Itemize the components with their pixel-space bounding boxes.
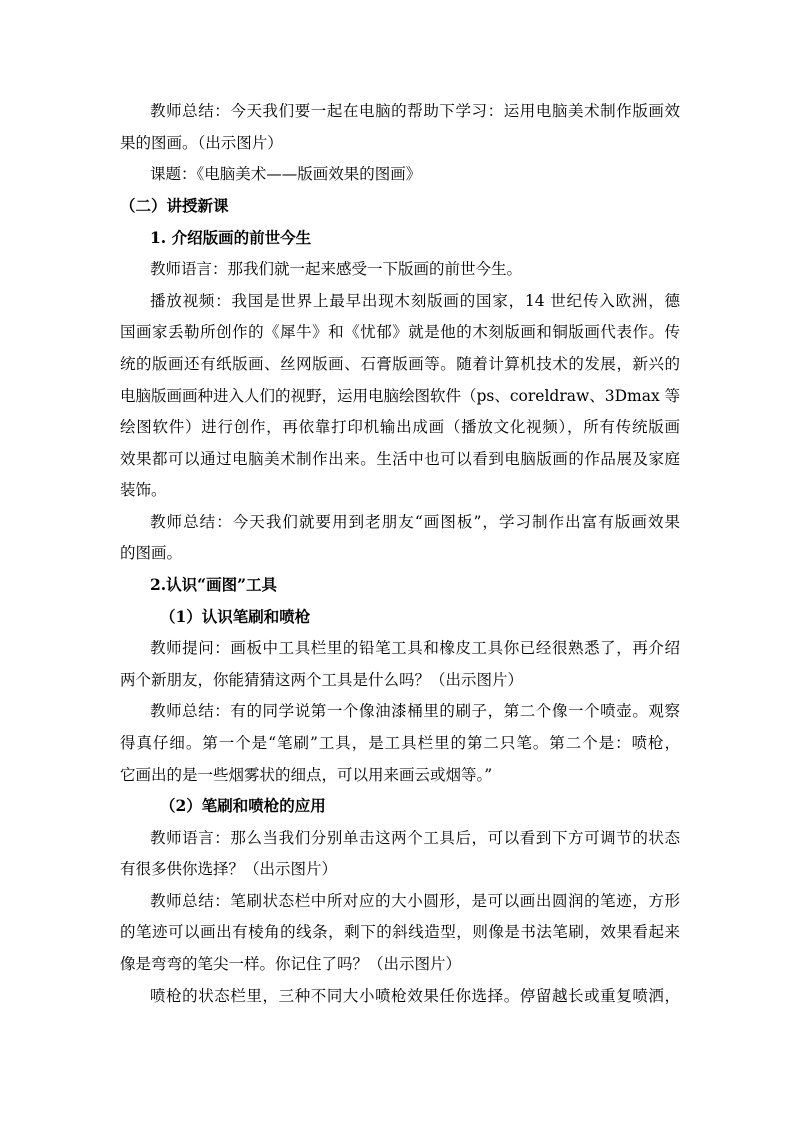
paragraph-line: 的图画。 (120, 544, 183, 562)
paragraph-line: 效果都可以通过电脑美术制作出来。生活中也可以看到电脑版画的作品展及家庭 (120, 450, 680, 468)
paragraph-line: 两个新朋友，你能猜猜这两个工具是什么吗？（出示图片） (120, 671, 524, 689)
paragraph-line: 像是弯弯的笔尖一样。你记住了吗？（出示图片） (120, 955, 462, 973)
paragraph-line: 它画出的是一些烟雾状的细点，可以用来画云或烟等。” (120, 766, 493, 784)
paragraph-line: 教师总结：笔刷状态栏中所对应的大小圆形，是可以画出圆润的笔迹，方形 (150, 892, 680, 910)
paragraph-line: 有很多供你选择？（出示图片） (120, 860, 338, 878)
paragraph-line: 统的版画还有纸版画、丝网版画、石膏版画等。随着计算机技术的发展，新兴的 (120, 355, 680, 373)
paragraph-line: 绘图软件）进行创作，再依靠打印机输出成画（播放文化视频），所有传统版画 (120, 418, 680, 436)
paragraph-line: 教师总结：有的同学说第一个像油漆桶里的刷子，第二个像一个喷壶。观察 (150, 702, 680, 720)
subsection-heading: （1）认识笔刷和喷枪 (160, 607, 311, 626)
subsection-heading: 2.认识“画图”工具 (150, 575, 278, 594)
section-heading: （二）讲授新课 (120, 196, 229, 215)
subsection-heading: （2）笔刷和喷枪的应用 (160, 796, 326, 815)
course-title-line: 课题：《电脑美术——版画效果的图画》 (150, 165, 422, 183)
paragraph-line: 果的图画。（出示图片） (120, 134, 283, 152)
paragraph-line: 播放视频：我国是世界上最早出现木刻版画的国家，14 世纪传入欧洲，德 (150, 292, 680, 310)
paragraph-line: 的笔迹可以画出有棱角的线条，剩下的斜线造型，则像是书法笔刷，效果看起来 (120, 923, 680, 941)
paragraph-line: 喷枪的状态栏里，三种不同大小喷枪效果任你选择。停留越长或重复喷洒， (150, 987, 680, 1005)
paragraph-line: 教师语言：那么当我们分别单击这两个工具后，可以看到下方可调节的状态 (150, 829, 680, 847)
paragraph-line: 装饰。 (120, 481, 167, 499)
paragraph-line: 教师语言：那我们就一起来感受一下版画的前世今生。 (150, 260, 523, 278)
paragraph-line: 国画家丢勒所创作的《犀牛》和《忧郁》就是他的木刻版画和铜版画代表作。传 (120, 323, 680, 341)
paragraph-line: 教师总结：今天我们就要用到老朋友“画图板”，学习制作出富有版画效果 (150, 513, 680, 531)
paragraph-line: 教师提问：画板中工具栏里的铅笔工具和橡皮工具你已经很熟悉了，再介绍 (150, 639, 680, 657)
paragraph-line: 教师总结：今天我们要一起在电脑的帮助下学习：运用电脑美术制作版画效 (150, 102, 680, 120)
paragraph-line: 得真仔细。第一个是“笔刷”工具，是工具栏里的第二只笔。第二个是：喷枪， (120, 734, 680, 752)
subsection-heading: 1. 介绍版画的前世今生 (150, 228, 312, 247)
paragraph-line: 电脑版画画种进入人们的视野，运用电脑绘图软件（ps、coreldraw、3Dmax 等 (120, 387, 680, 405)
